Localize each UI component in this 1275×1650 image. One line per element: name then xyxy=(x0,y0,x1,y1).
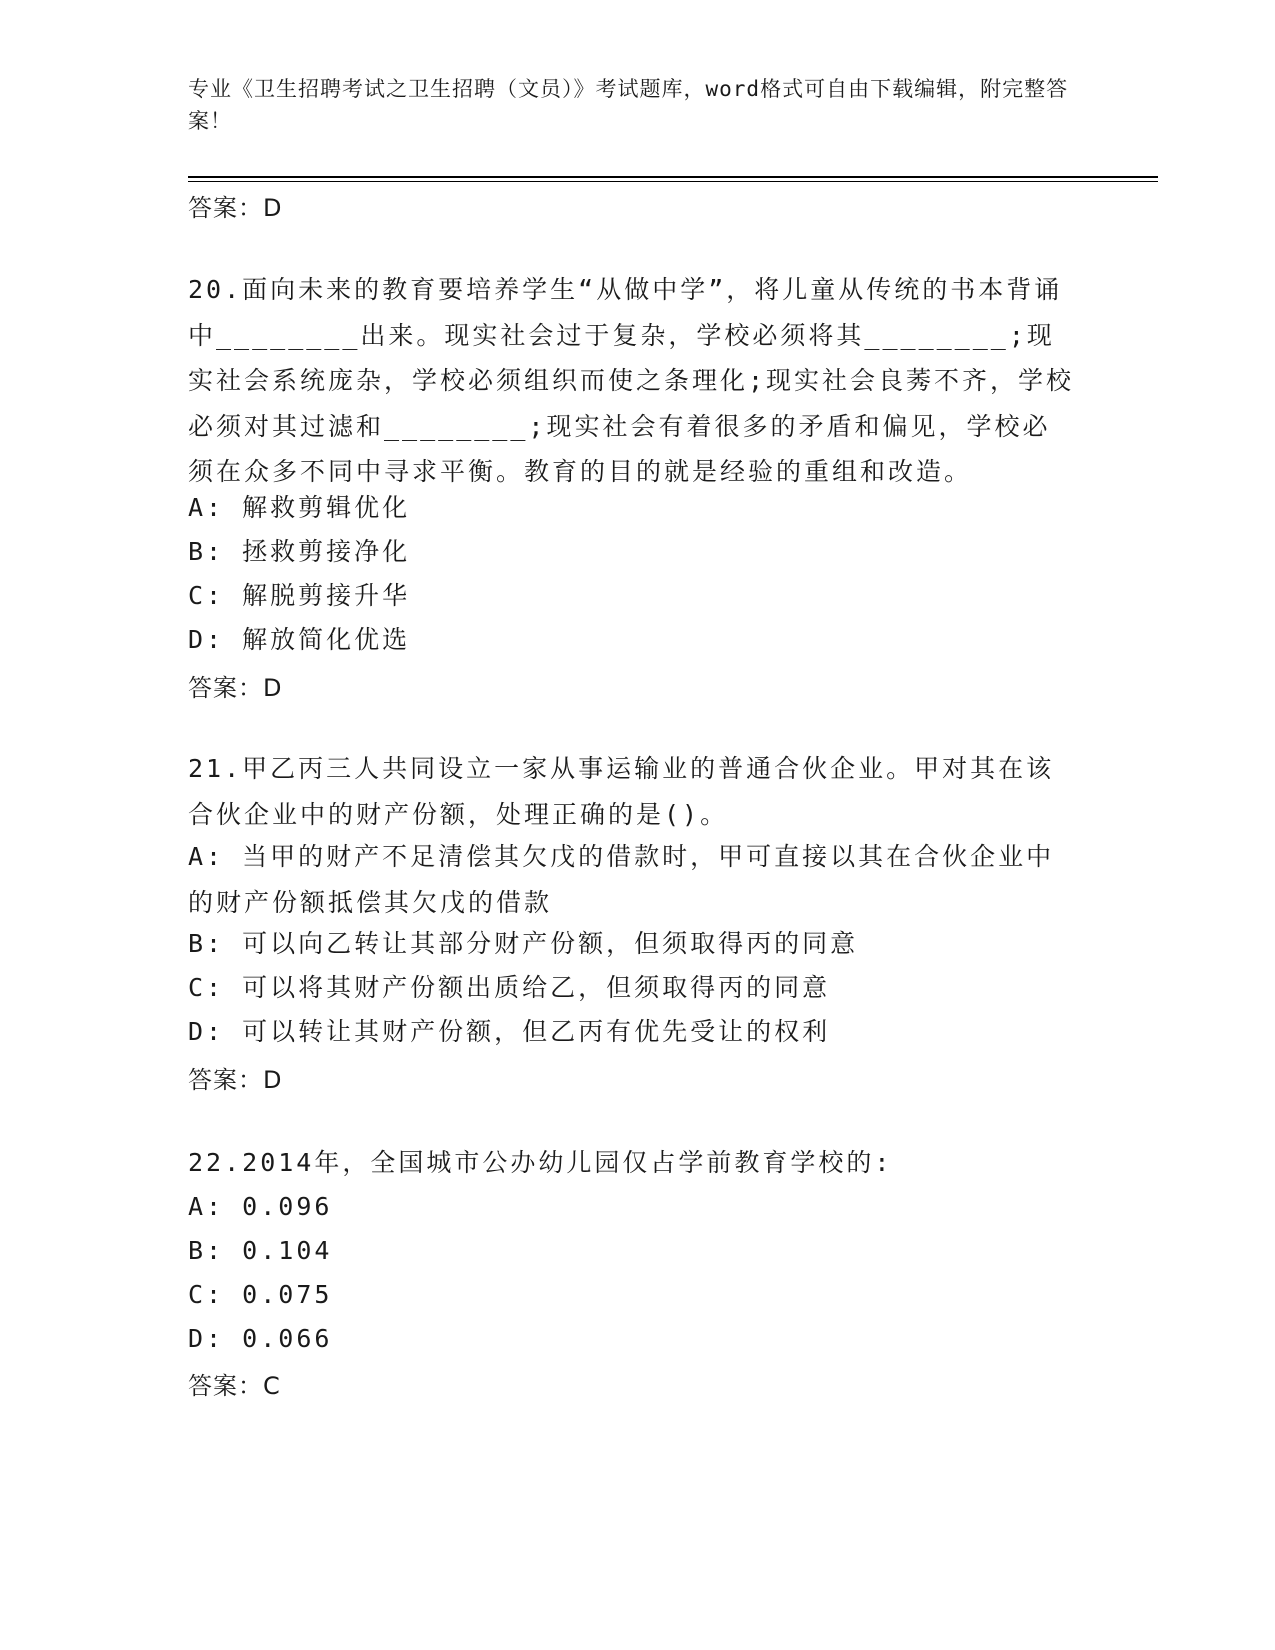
option-d xyxy=(188,617,1078,663)
option-text: 可以将其财产份额出质给乙，但须取得丙的同意 xyxy=(242,973,831,1002)
option-text: 当甲的财产不足清偿其欠戊的借款时，甲可直接以其在合伙企业中的财产份额抵偿其欠戊的借款 xyxy=(188,842,1055,917)
option-letter: A: xyxy=(188,493,225,522)
answer-line: 答案：C xyxy=(188,1372,281,1400)
option-letter: B: xyxy=(188,537,225,566)
option-text: 0.066 xyxy=(242,1324,333,1353)
option-text: 解救剪辑优化 xyxy=(242,493,411,522)
option-b xyxy=(188,529,1078,575)
option-letter: C: xyxy=(188,1280,225,1309)
option-text: 0.096 xyxy=(242,1192,333,1221)
option-letter: D: xyxy=(188,1324,225,1353)
option-text: 0.075 xyxy=(242,1280,333,1309)
question-stem: 20.面向未来的教育要培养学生“从做中学”，将儿童从传统的书本背诵中________出来。现实社会过于复杂，学校必须将其________;现实社会系统庞杂，学校必须组织而使之条理化;现实社会良莠不齐，学校必须对其过滤和________;现实社会有着很多的矛盾和偏见，学校必须在众多不同中寻求平衡。教育的目的就是经验的重组和改造。 xyxy=(188,275,1075,486)
answer-line: 答案：D xyxy=(188,194,283,222)
option-c xyxy=(188,965,1078,1011)
option-a xyxy=(188,1184,1078,1230)
header-divider xyxy=(188,176,1158,178)
option-letter: D: xyxy=(188,1017,225,1046)
option-letter: A: xyxy=(188,1192,225,1221)
answer-line: 答案：D xyxy=(188,1066,283,1094)
option-text: 可以向乙转让其部分财产份额，但须取得丙的同意 xyxy=(242,929,859,958)
option-text: 0.104 xyxy=(242,1236,333,1265)
option-b xyxy=(188,1228,1078,1274)
option-text: 解放简化优选 xyxy=(242,625,411,654)
option-letter: C: xyxy=(188,581,225,610)
question-stem: 22.2014年，全国城市公办幼儿园仅占学前教育学校的: xyxy=(188,1148,893,1177)
option-c xyxy=(188,573,1078,619)
option-a xyxy=(188,834,1078,925)
question-stem: 21.甲乙丙三人共同设立一家从事运输业的普通合伙企业。甲对其在该合伙企业中的财产份额，处理正确的是()。 xyxy=(188,754,1055,829)
option-b xyxy=(188,921,1078,967)
option-d xyxy=(188,1316,1078,1362)
option-text: 解脱剪接升华 xyxy=(242,581,411,610)
header-divider-thin xyxy=(188,181,1158,182)
answer-line: 答案：D xyxy=(188,674,283,702)
option-text: 拯救剪接净化 xyxy=(242,537,411,566)
option-letter: A: xyxy=(188,842,225,871)
option-c xyxy=(188,1272,1078,1318)
option-d xyxy=(188,1009,1078,1055)
option-letter: B: xyxy=(188,929,225,958)
option-text: 可以转让其财产份额，但乙丙有优先受让的权利 xyxy=(242,1017,831,1046)
option-a xyxy=(188,485,1078,531)
option-letter: B: xyxy=(188,1236,225,1265)
option-letter: C: xyxy=(188,973,225,1002)
option-letter: D: xyxy=(188,625,225,654)
page-header: 专业《卫生招聘考试之卫生招聘（文员）》考试题库，word格式可自由下载编辑，附完整答案！ xyxy=(188,77,1069,133)
